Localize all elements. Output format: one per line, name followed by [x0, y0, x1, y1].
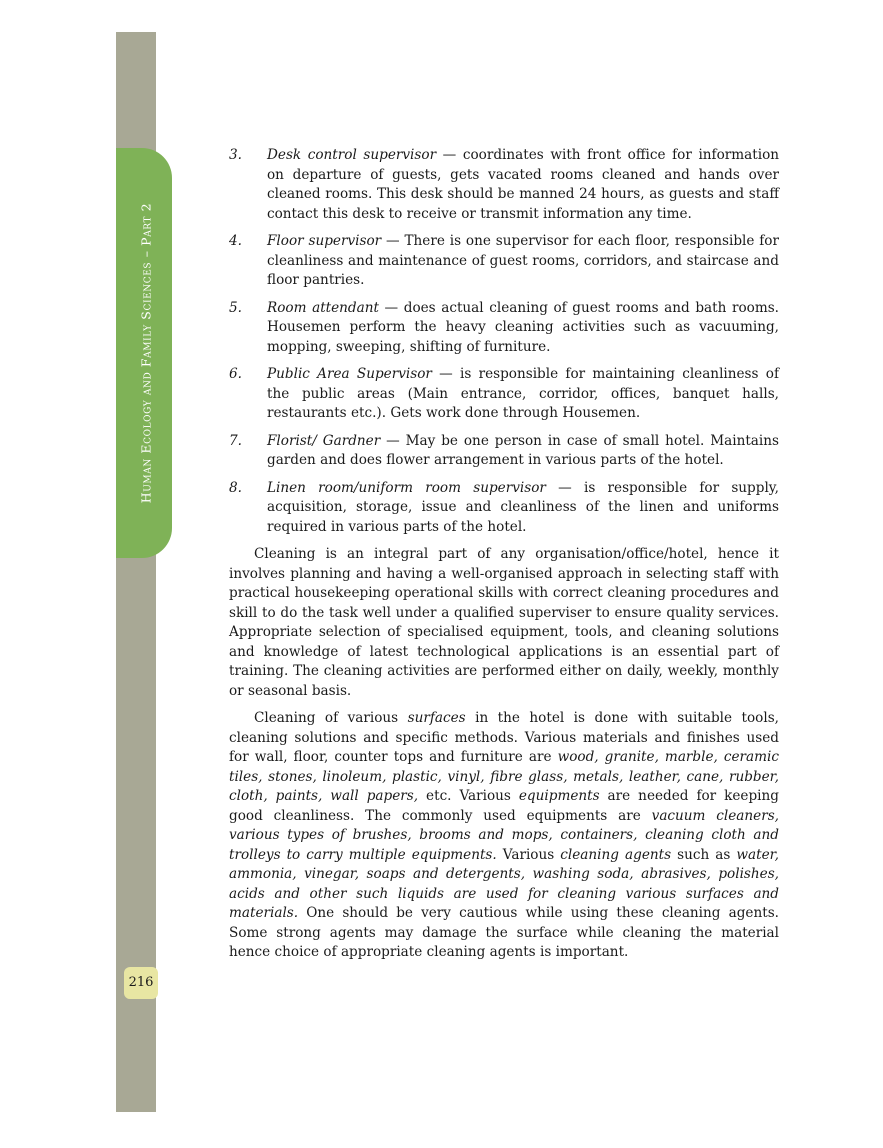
list-item — [229, 232, 779, 291]
page-number: 216 — [124, 967, 158, 999]
list-text: — May be one person in case of small hotel. Maintains garden and does flower arrangement in various parts of the hotel. — [267, 432, 779, 468]
italic-run: vacuum cleaners, various types of brushes, brooms and mops, containers, cleaning cloth and trolleys to carry multiple equipments. — [229, 807, 780, 863]
italic-run: water, ammonia, vinegar, soaps and detergents, washing soda, abrasives, polishes, acids and other such liquids are used for cleaning various surfaces and materials. — [229, 846, 779, 921]
list-term: Public Area Supervisor — [267, 366, 432, 382]
list-number: 5. — [229, 299, 242, 316]
list-number: 4. — [229, 233, 242, 249]
italic-run: wood, granite, marble, ceramic tiles, stones, linoleum, plastic, vinyl, fibre glass, metals, leather, cane, rubber, cloth, paints, wall papers, — [229, 749, 779, 804]
list-number: 3. — [229, 147, 242, 163]
list-term: Linen room/uniform room supervisor — [267, 479, 546, 496]
list-item — [229, 365, 779, 424]
text-run: etc. Various — [418, 788, 519, 804]
list-term: Room attendant — [267, 299, 379, 316]
list-term: Floor supervisor — [267, 233, 382, 249]
list-item — [229, 146, 779, 224]
list-text: — does actual cleaning of guest rooms and bath rooms. Housemen perform the heavy cleaning activities such as vacuuming, mopping, sweeping, shifting of furniture. — [267, 299, 780, 355]
list-item — [229, 299, 779, 358]
paragraph-cleaning-overview: Cleaning is an integral part of any organisation/office/hotel, hence it involves planning and having a well-organised approach in selecting staff with practical housekeeping operational skills with correct cleaning procedures and skill to do the task well under a qualified superviser to ensure quality services. Appropriate selection of specialised equipment, tools, and cleaning solutions and knowledge of latest technological applications is an essential part of training. The cleaning activities are performed either on daily, weekly, monthly or seasonal basis. — [229, 546, 779, 699]
list-number: 8. — [229, 479, 242, 496]
text-run: One should be very cautious while using these cleaning agents. Some strong agents may damage the surface while cleaning the material hence choice of appropriate cleaning agents is important. — [229, 905, 779, 960]
list-number: 6. — [229, 366, 242, 382]
italic-run: cleaning agents — [560, 846, 672, 863]
list-text: — is responsible for maintaining cleanliness of the public areas (Main entrance, corridor, offices, banquet halls, restaurants etc.). Gets work done through Housemen. — [267, 366, 779, 421]
page-content — [229, 146, 779, 971]
running-title: Human Ecology and Family Sciences – Part 2 — [138, 202, 154, 504]
list-text: — coordinates with front office for information on departure of guests, gets vacated rooms cleaned and hands over cleaned rooms. This desk should be manned 24 hours, as guests and staff contact this desk to receive or transmit information any time. — [267, 147, 780, 222]
text-run: are needed for keeping good cleanliness. The commonly used equipments are — [229, 788, 779, 824]
paragraph-cleaning-surfaces — [229, 709, 779, 963]
italic-run: surfaces — [407, 710, 466, 726]
list-item — [229, 479, 779, 538]
list-text: — is responsible for supply, acquisition, storage, issue and cleanliness of the linen and uniforms required in various parts of the hotel. — [267, 479, 780, 535]
list-term: Desk control supervisor — [267, 147, 437, 163]
italic-run: equipments — [518, 788, 600, 804]
list-item — [229, 432, 779, 471]
list-term: Florist/ Gardner — [267, 432, 381, 449]
text-run: such as — [671, 846, 737, 863]
list-text: — There is one supervisor for each floor, responsible for cleanliness and maintenance of guest rooms, corridors, and staircase and floor pantries. — [267, 233, 779, 288]
text-run: Various — [496, 846, 561, 863]
list-number: 7. — [229, 432, 242, 449]
text-run: Cleaning of various — [254, 710, 408, 726]
text-run: in the hotel is done with suitable tools, cleaning solutions and specific methods. Various materials and finishes used for wall, floor, counter tops and furniture are — [229, 710, 779, 765]
